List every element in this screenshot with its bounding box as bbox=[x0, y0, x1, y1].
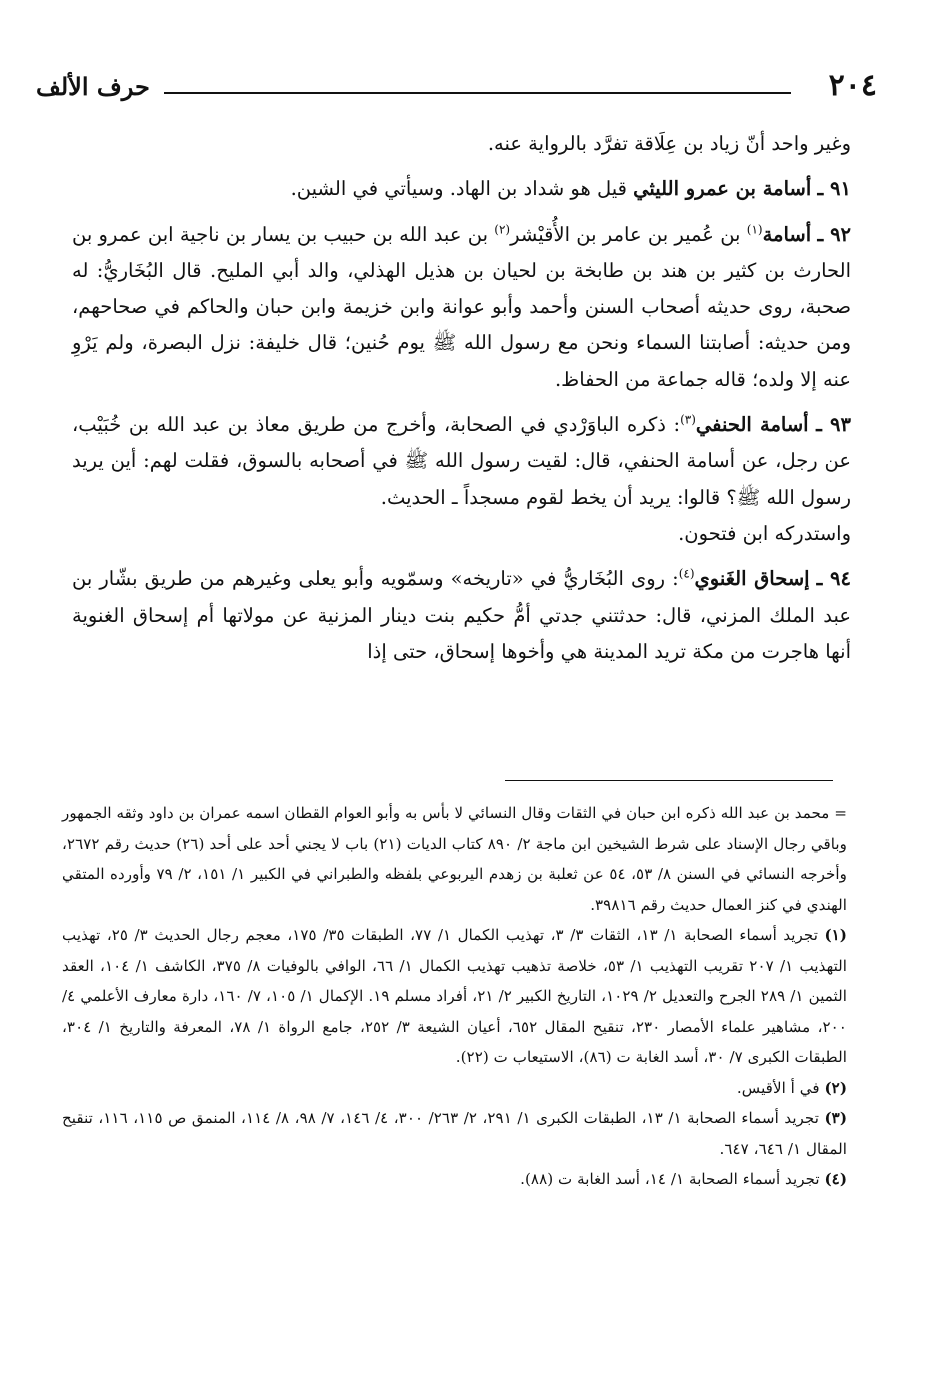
footnote-separator bbox=[505, 780, 833, 781]
entry-93 bbox=[72, 407, 851, 516]
running-title: حرف الألف bbox=[36, 72, 150, 101]
entry-number: ٩١ ـ bbox=[817, 177, 851, 201]
entry-94 bbox=[72, 561, 851, 670]
header-rule bbox=[164, 92, 791, 94]
entry-91 bbox=[72, 171, 851, 207]
page-header bbox=[36, 66, 877, 106]
footnote-text: تجريد أسماء الصحابة ١/ ١٣، الثقات ٣/ ٣، تهذيب الكمال ١/ ٧٧، الطبقات ٣٥/ ١٧٥، معجم رجال الحديث ٣/ ٢٥، تهذيب التهذيب ١/ ٢٠٧ تقريب التهذيب ١/ ٥٣، خلاصة تذهيب تهذيب الكمال ١/ ٦٦، الوافي بالوفيات ٨/ ٣٧٥، الكاشف ١/ ١٠٤، العقد الثمين ١/ ٢٨٩ الجرح والتعديل ٢/ ١٠٢٩، التاريخ الكبير ٢/ ٢١، أفراد مسلم ١٩. الإكمال ١/ ١٠٥، ٧/ ١٦٠، دارة معارف الأعلمي ٤/ ٢٠٠، مشاهير علماء الأمصار ٢٣٠، تنقيح المقال ٦٥٢، أعيان الشيعة ٣/ ٢٥٢، جامع الرواة ١/ ٧٨، المعرفة والتاريخ ١/ ٣٠٤، الطبقات الكبرى ٧/ ٣٠، أسد الغابة ت (٨٦)، الاستيعاب ت (٢٢). bbox=[62, 926, 848, 1066]
entry-text: بن عبد الله بن حبيب بن يسار بن ناجية ابن عمرو بن الحارث بن كثير بن هند بن طابخة بن لحيان بن هذيل الهذلي، والد أبي المليح. قال البُخَاريُّ: له صحبة، روى حديثه أصحاب السنن وأحمد وأبو عوانة وابن خزيمة وابن حبان والحاكم في صحاحهم، ومن حديثه: أصابتنا السماء ونحن مع رسول الله ﷺ يوم حُنين؛ قال خليفة: نزل البصرة، ولم يَرْوِ عنه إلا ولده؛ قاله جماعة من الحفاظ. bbox=[72, 222, 851, 391]
main-text bbox=[72, 126, 851, 679]
footnote-text: في أ الأقيس. bbox=[736, 1078, 820, 1097]
footnote-2 bbox=[62, 1073, 847, 1104]
footnote-marker: (٣) bbox=[824, 1109, 847, 1127]
entry-text: : ذكره الباوَرْدي في الصحابة، وأخرج من طريق معاذ بن عبد الله بن خُبَيْب، عن رجل، عن أسامة الحنفي، قال: لقيت رسول الله ﷺ في أصحابه بالسوق، فقلت لهم: أين يريد رسول الله ﷺ؟ قالوا: يريد أن يخط لقوم مسجداً ـ الحديث. bbox=[72, 413, 851, 509]
entry-93-note: واستدركه ابن فتحون. bbox=[678, 521, 851, 545]
entry-number: ٩٤ ـ bbox=[816, 567, 851, 591]
footnote-ref: (٤) bbox=[678, 566, 695, 581]
entry-name: أسامة الحنفي bbox=[695, 413, 809, 437]
continuation-paragraph: وغير واحد أنّ زياد بن عِلَاقة تفرَّد بالرواية عنه. bbox=[487, 132, 851, 155]
footnote-3 bbox=[62, 1103, 847, 1164]
entry-name: أسامة bbox=[762, 222, 812, 246]
entry-text: : روى البُخَاريُّ في «تاريخه» وسمّويه وأبو يعلى وغيرهم من طريق بشّار بن عبد الملك المزني، قال: حدثتني جدتي أمُّ حكيم بنت دينار المزنية عن مولاتها أم إسحاق الغنوية أنها هاجرت من مكة تريد المدينة هي وأخوها إسحاق، حتى إذا bbox=[72, 567, 851, 663]
footnote-marker: (٤) bbox=[824, 1170, 847, 1188]
entry-name: أسامة بن عمرو الليثي bbox=[633, 177, 812, 201]
entry-name: إسحاق الغَنوي bbox=[694, 567, 810, 591]
footnote-ref: (١) bbox=[746, 222, 763, 237]
footnote-text: تجريد أسماء الصحابة ١/ ١٣، الطبقات الكبرى ١/ ٢٩١، ٢/ ٢٦٣/ ٣٠٠، ٤/ ١٤٦، ٧/ ٩٨، ٨/ ١١٤، المنمق ص ١١٥، ١١٦، تنقيح المقال ١/ ٦٤٦، ٦٤٧. bbox=[62, 1109, 847, 1158]
entry-number: ٩٢ ـ bbox=[817, 222, 852, 246]
footnotes bbox=[62, 798, 847, 1195]
footnote-ref: (٣) bbox=[680, 412, 696, 427]
entry-text: بن عُمير بن عامر بن الأُقيْشر bbox=[510, 222, 741, 246]
footnote-1 bbox=[62, 920, 847, 1073]
footnote-marker: (١) bbox=[824, 926, 847, 944]
footnote-marker: (٢) bbox=[824, 1078, 847, 1097]
entry-text: قيل هو شداد بن الهاد. وسيأتي في الشين. bbox=[290, 177, 627, 201]
entry-number: ٩٣ ـ bbox=[816, 413, 851, 437]
footnote-text: تجريد أسماء الصحابة ١/ ١٤، أسد الغابة ت (٨٨). bbox=[520, 1170, 820, 1188]
page-number: ٢٠٤ bbox=[828, 68, 877, 103]
footnote-carryover: = محمد بن عبد الله ذكره ابن حبان في الثقات وقال النسائي لا بأس به وأبو العوام القطان اسمه عمران بن داود وثقه الجمهور وباقي رجال الإسناد على شرط الشيخين ابن ماجة ٢/ ٨٩٠ كتاب الديات (٢١) باب لا يجني أحد على أحد (٢٦) حديث رقم ٢٦٧٢، وأخرجه النسائي في السنن ٨/ ٥٣، ٥٤ عن ثعلبة بن زهدم اليربوعي بلفظه والطبراني في الكبير ١/ ١٥١، ٢/ ٧٩ وأورده المتقي الهندي في كنز العمال حديث رقم ٣٩٨١٦. bbox=[62, 804, 847, 914]
footnote-4 bbox=[62, 1164, 847, 1195]
entry-92 bbox=[72, 217, 851, 398]
footnote-ref: (٢) bbox=[494, 222, 511, 237]
